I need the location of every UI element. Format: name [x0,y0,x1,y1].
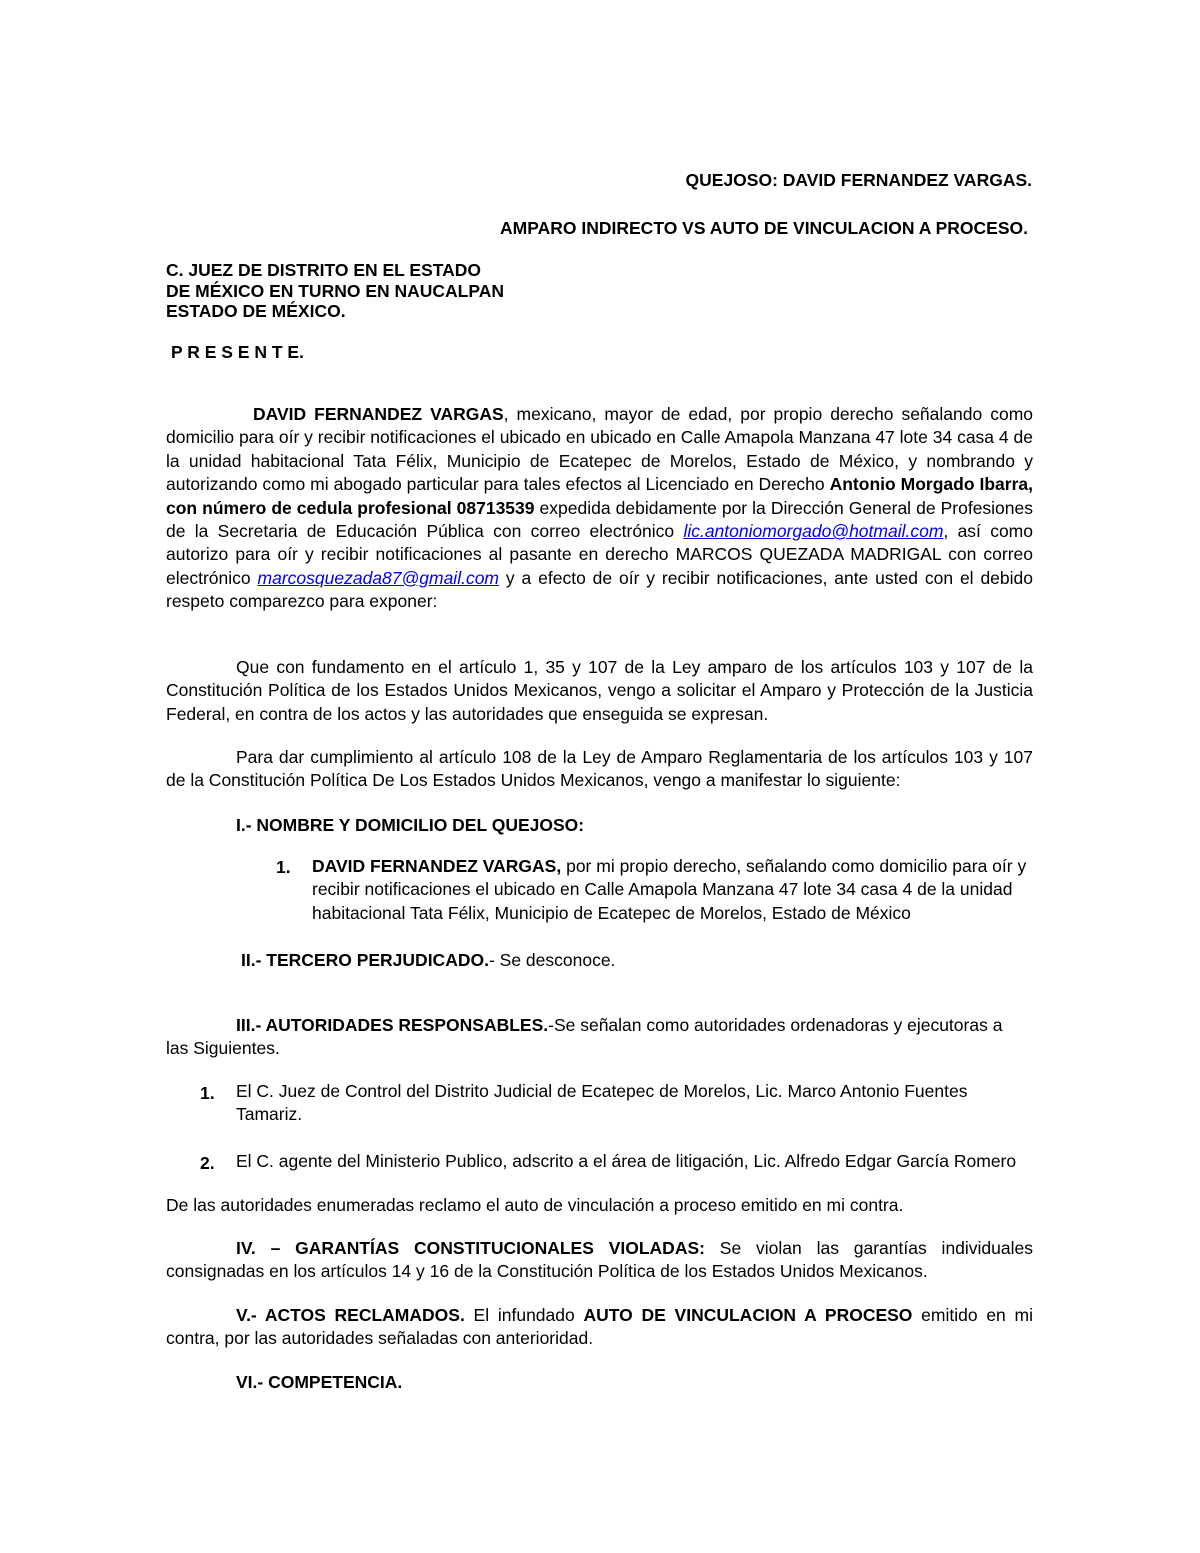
intro-text-3: , así como autorizo para oír y recibir notificaciones al pasante en derecho MARCOS QUEZADA MADRIGAL con correo electrónico [166,521,1033,588]
email-link-pasante[interactable]: marcosquezada87@gmail.com [257,567,500,588]
section-5-text-1: El infundado [464,1305,584,1325]
addressee-line-1: C. JUEZ DE DISTRITO EN EL ESTADO [166,260,482,280]
section-2 [241,950,615,971]
authority-2-text: El C. agente del Ministerio Publico, adscrito a el área de litigación, Lic. Alfredo Edgar García Romero [236,1151,1017,1171]
section-1-item [312,855,1034,925]
intro-text-2: expedida debidamente por la Dirección General de Profesiones de la Secretaria de Educación Pública con correo electrónico [166,497,1034,542]
section-1-item-number: 1. [276,857,291,877]
section-4 [166,1237,1033,1284]
lawyer-name: Antonio Morgado Ibarra, con número de cedula profesional 08713539 [166,474,1033,518]
section-1-item-name: DAVID FERNANDEZ VARGAS, [312,856,562,876]
amparo-type-line: AMPARO INDIRECTO VS AUTO DE VINCULACION A PROCESO. [500,218,1028,238]
section-5-text-2: emitido en mi contra, por las autoridades señaladas con anterioridad. [166,1305,1033,1349]
email-link-lawyer[interactable]: lic.antoniomorgado@hotmail.com [683,521,944,542]
section-4-heading: IV. – GARANTÍAS CONSTITUCIONALES VIOLADAS: [236,1238,705,1258]
section-3-heading: III.- AUTORIDADES RESPONSABLES. [236,1015,549,1035]
section-5 [166,1304,1033,1351]
quejoso-line: QUEJOSO: DAVID FERNANDEZ VARGAS. [685,170,1032,190]
section-4-text: Se violan las garantías individuales consignadas en los artículos 14 y 16 de la Constitución Política de los Estados Unidos Mexicanos. [166,1238,1034,1282]
intro-text-1: , mexicano, mayor de edad, por propio derecho señalando como domicilio para oír y recibir notificaciones el ubicado en ubicado en Calle Amapola Manzana 47 lote 34 casa 4 de la unidad habitacional Tata Félix, Municipio de Ecatepec de Morelos, Estado de México, y nombrando y autorizando como mi abogado particular para tales efectos al Licenciado en Derecho [166,404,1034,495]
section-1-heading: I.- NOMBRE Y DOMICILIO DEL QUEJOSO: [236,815,585,835]
section-2-text: - Se desconoce. [488,950,616,970]
section-1-item-text: por mi propio derecho, señalando como domicilio para oír y recibir notificaciones el ubicado en Calle Amapola Manzana 47 lote 34 casa 4 de la unidad habitacional Tata Félix, Municipio de Ecatepec de Morelos, Estado de México [312,856,1027,923]
authority-2-number: 2. [200,1153,215,1173]
authority-1-text: El C. Juez de Control del Distrito Judicial de Ecatepec de Morelos, Lic. Marco Antonio Fuentes Tamariz. [236,1081,968,1125]
section-3-text: -Se señalan como autoridades ordenadoras y ejecutoras a las Siguientes. [166,1015,1003,1059]
section-6-heading: VI.- COMPETENCIA. [236,1372,403,1392]
fundamento-paragraph: Que con fundamento en el artículo 1, 35 y 107 de la Ley amparo de los artículos 103 y 107 de la Constitución Política de los Estados Unidos Mexicanos, vengo a solicitar el Amparo y Protección de la Justicia Federal, en contra de los actos y las autoridades que enseguida se expresan. [166,657,1033,724]
section-5-heading: V.- ACTOS RECLAMADOS. [236,1305,465,1325]
section-3 [166,1014,1026,1061]
presente-line: P R E S E N T E. [171,342,304,362]
cumplimiento-paragraph: Para dar cumplimiento al artículo 108 de la Ley de Amparo Reglamentaria de los artículos 103 y 107 de la Constitución Política De Los Estados Unidos Mexicanos, vengo a manifestar lo siguiente: [166,747,1033,791]
addressee-block [166,260,504,322]
section-2-heading: II.- TERCERO PERJUDICADO. [241,950,489,970]
section-3-closing: De las autoridades enumeradas reclamo el auto de vinculación a proceso emitido en mi contra. [166,1195,904,1215]
section-5-bold: AUTO DE VINCULACION A PROCESO [583,1305,913,1325]
intro-paragraph [166,403,1033,614]
addressee-line-3: ESTADO DE MÉXICO. [166,301,346,321]
intro-text-4: y a efecto de oír y recibir notificaciones, ante usted con el debido respeto comparezco para exponer: [166,567,1033,612]
authority-1-number: 1. [200,1083,215,1103]
addressee-line-2: DE MÉXICO EN TURNO EN NAUCALPAN [166,280,505,301]
quejoso-name: DAVID FERNANDEZ VARGAS [253,404,504,424]
